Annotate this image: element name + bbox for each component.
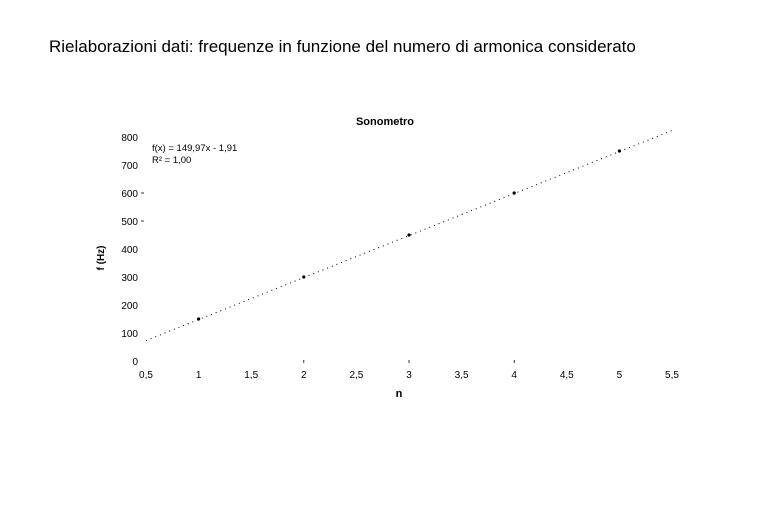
y-tick-label: 800 [121, 133, 138, 144]
y-tick-label: 200 [121, 301, 138, 312]
data-point [197, 317, 200, 320]
x-tick-label: 1 [195, 370, 202, 381]
data-point [407, 233, 410, 236]
chart-title: Sonometro [355, 116, 415, 128]
data-point [302, 275, 305, 278]
x-tick-label: 4,5 [559, 370, 574, 381]
x-tick-label: 2 [301, 370, 307, 381]
x-tick-label: 4 [511, 370, 517, 381]
data-point [513, 191, 516, 194]
x-tick-label: 0,5 [139, 370, 153, 381]
x-tick-label: 1,5 [244, 370, 259, 381]
trendline-equation: f(x) = 149,97x - 1,91 [152, 143, 238, 154]
slide-heading: Rielaborazioni dati: frequenze in funzione del numero di armonica considerato [49, 37, 636, 56]
y-axis-label: f (Hz) [96, 245, 107, 271]
x-tick-label: 5 [616, 370, 623, 381]
x-tick-label: 3,5 [454, 370, 469, 381]
y-tick-label: 600 [121, 189, 138, 200]
x-tick-label: 3 [406, 370, 412, 381]
x-tick-label: 5,5 [665, 370, 679, 381]
y-tick-label: 500 [121, 217, 138, 228]
x-axis-label: n [395, 388, 403, 400]
y-tick-label: 300 [121, 273, 138, 284]
y-tick-label: 700 [121, 161, 138, 172]
x-tick-label: 2,5 [349, 370, 364, 381]
y-tick-label: 0 [132, 357, 138, 368]
y-tick-label: 400 [121, 245, 138, 256]
r-squared-label: R² = 1,00 [152, 155, 192, 166]
y-tick-label: 100 [121, 329, 138, 340]
data-point [618, 149, 621, 152]
